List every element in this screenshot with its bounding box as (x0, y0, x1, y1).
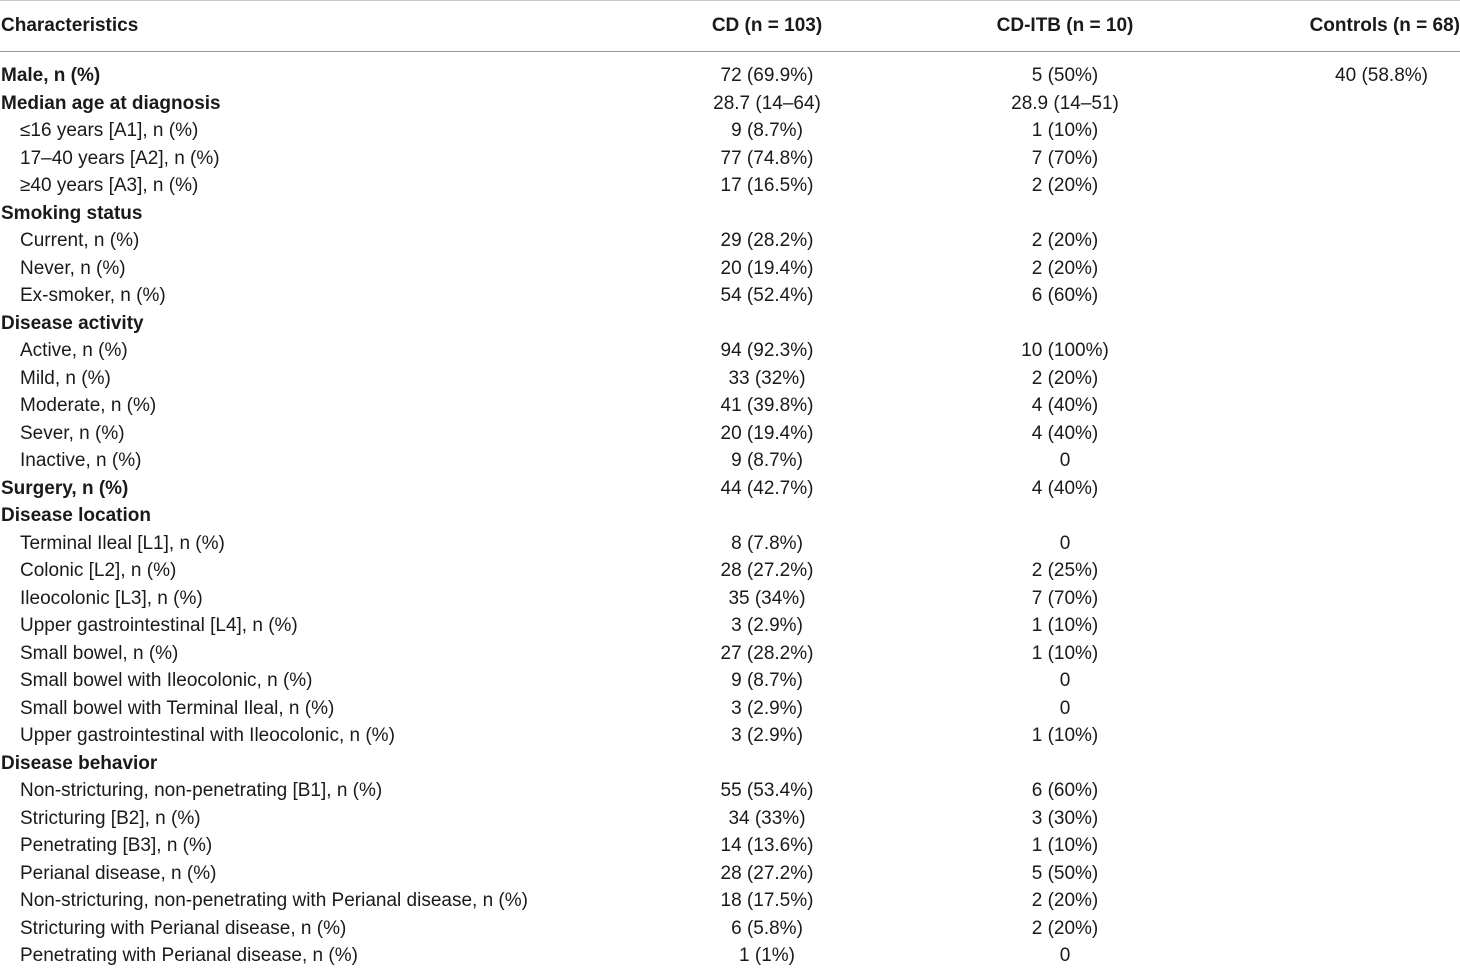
cell-cd: 3 (2.9%) (731, 615, 803, 637)
cell-controls (1210, 557, 1460, 585)
row-label: Colonic [L2], n (%) (20, 560, 177, 582)
table-row (0, 915, 1460, 943)
table-row (0, 722, 1460, 750)
cell-cd: 9 (8.7%) (731, 670, 803, 692)
cell-cd: 20 (19.4%) (720, 422, 814, 444)
row-label: Current, n (%) (20, 230, 140, 252)
cell-controls (1210, 805, 1460, 833)
cell-cd: 55 (53.4%) (720, 780, 814, 802)
cell-cd-itb: 2 (20%) (1031, 367, 1099, 389)
cell-cd: 77 (74.8%) (720, 147, 814, 169)
cell-controls (1210, 145, 1460, 173)
cell-cd: 17 (16.5%) (720, 175, 814, 197)
cell-controls (1210, 200, 1460, 228)
table-row (0, 640, 1460, 668)
row-label: Active, n (%) (20, 340, 128, 362)
cell-cd-itb: 2 (20%) (1031, 890, 1099, 912)
row-label: ≤16 years [A1], n (%) (20, 120, 199, 142)
row-label: Smoking status (1, 202, 143, 224)
cell-cd: 3 (2.9%) (731, 725, 803, 747)
table-row (0, 557, 1460, 585)
cell-controls (1210, 420, 1460, 448)
cell-controls (1210, 860, 1460, 888)
table-row (0, 172, 1460, 200)
cell-cd-itb: 5 (50%) (1031, 862, 1099, 884)
table-row (0, 750, 1460, 778)
cell-cd-itb: 2 (20%) (1031, 917, 1099, 939)
row-label: Small bowel with Ileocolonic, n (%) (20, 670, 313, 692)
table-row (0, 420, 1460, 448)
cell-cd: 35 (34%) (728, 587, 806, 609)
table-row (0, 117, 1460, 145)
cell-cd-itb: 2 (25%) (1031, 560, 1099, 582)
cell-cd-itb: 1 (10%) (1031, 615, 1099, 637)
header-cd: CD (n = 103) (711, 15, 823, 36)
table-row (0, 612, 1460, 640)
table-row (0, 282, 1460, 310)
header-spacer (0, 52, 1460, 62)
cell-cd: 29 (28.2%) (720, 230, 814, 252)
table-row (0, 62, 1460, 90)
cell-cd-itb: 1 (10%) (1031, 725, 1099, 747)
header-controls: Controls (n = 68) (1309, 15, 1460, 36)
cell-cd: 44 (42.7%) (720, 477, 814, 499)
cell-cd: 3 (2.9%) (731, 697, 803, 719)
cell-cd: 8 (7.8%) (731, 532, 803, 554)
cell-cd-itb: 1 (10%) (1031, 120, 1099, 142)
table-row (0, 695, 1460, 723)
cell-cd-itb (920, 310, 1210, 338)
row-label: Sever, n (%) (20, 422, 125, 444)
cell-cd-itb: 1 (10%) (1031, 642, 1099, 664)
cell-cd: 1 (1%) (739, 945, 795, 967)
cell-controls (1210, 255, 1460, 283)
row-label: Mild, n (%) (20, 367, 111, 389)
cell-cd-itb: 7 (70%) (1031, 587, 1099, 609)
row-label: Disease activity (1, 312, 144, 334)
cell-cd (614, 502, 920, 530)
cell-cd: 28.7 (14–64) (713, 92, 821, 114)
cell-cd-itb: 4 (40%) (1031, 422, 1099, 444)
row-label: Small bowel, n (%) (20, 642, 179, 664)
cell-controls: 40 (58.8%) (1335, 65, 1428, 87)
cell-cd-itb: 0 (1059, 670, 1071, 692)
cell-cd (614, 200, 920, 228)
header-cd-itb: CD-ITB (n = 10) (996, 15, 1134, 36)
cell-cd (614, 750, 920, 778)
table-row (0, 777, 1460, 805)
table-row (0, 200, 1460, 228)
header-row (0, 0, 1460, 52)
table-row (0, 502, 1460, 530)
table-body (0, 52, 1460, 970)
cell-cd-itb (920, 502, 1210, 530)
cell-cd: 28 (27.2%) (720, 560, 814, 582)
row-label: Terminal Ileal [L1], n (%) (20, 532, 225, 554)
table-row (0, 832, 1460, 860)
cell-cd-itb: 0 (1059, 945, 1071, 967)
header-characteristics: Characteristics (1, 15, 139, 36)
table-row (0, 392, 1460, 420)
cell-cd: 54 (52.4%) (720, 285, 814, 307)
cell-cd: 14 (13.6%) (720, 835, 814, 857)
row-label: Disease behavior (1, 752, 158, 774)
cell-controls (1210, 282, 1460, 310)
table-row (0, 255, 1460, 283)
table-row (0, 145, 1460, 173)
cell-cd: 41 (39.8%) (720, 395, 814, 417)
cell-cd-itb (920, 200, 1210, 228)
cell-cd: 28 (27.2%) (720, 862, 814, 884)
cell-controls (1210, 722, 1460, 750)
cell-controls (1210, 777, 1460, 805)
table-row (0, 447, 1460, 475)
cell-controls (1210, 915, 1460, 943)
cell-cd-itb: 4 (40%) (1031, 477, 1099, 499)
row-label: Penetrating [B3], n (%) (20, 835, 213, 857)
row-label: Small bowel with Terminal Ileal, n (%) (20, 697, 335, 719)
cell-controls (1210, 640, 1460, 668)
cell-cd: 33 (32%) (728, 367, 806, 389)
row-label: Ileocolonic [L3], n (%) (20, 587, 203, 609)
row-label: Inactive, n (%) (20, 450, 142, 472)
cell-controls (1210, 310, 1460, 338)
cell-cd: 94 (92.3%) (720, 340, 814, 362)
cell-cd-itb (920, 750, 1210, 778)
table-row (0, 942, 1460, 970)
cell-cd (614, 310, 920, 338)
table-row (0, 90, 1460, 118)
row-label: Median age at diagnosis (1, 92, 221, 114)
row-label: Male, n (%) (1, 65, 101, 87)
cell-cd-itb: 2 (20%) (1031, 230, 1099, 252)
cell-cd-itb: 28.9 (14–51) (1011, 92, 1119, 114)
cell-cd-itb: 10 (100%) (1021, 340, 1109, 362)
table-row (0, 585, 1460, 613)
cell-controls (1210, 117, 1460, 145)
cell-cd: 34 (33%) (728, 807, 806, 829)
cell-controls (1210, 337, 1460, 365)
row-label: 17–40 years [A2], n (%) (20, 147, 220, 169)
cell-controls (1210, 447, 1460, 475)
cell-cd-itb: 3 (30%) (1031, 807, 1099, 829)
cell-controls (1210, 530, 1460, 558)
cell-cd: 20 (19.4%) (720, 257, 814, 279)
cell-controls (1210, 832, 1460, 860)
cell-controls (1210, 392, 1460, 420)
row-label: Non-stricturing, non-penetrating with Perianal disease, n (%) (20, 890, 528, 912)
cell-controls (1210, 695, 1460, 723)
row-label: Stricturing [B2], n (%) (20, 807, 201, 829)
table-row (0, 475, 1460, 503)
cell-cd-itb: 0 (1059, 450, 1071, 472)
table-row (0, 860, 1460, 888)
cell-controls (1210, 750, 1460, 778)
cell-controls (1210, 227, 1460, 255)
table-row (0, 887, 1460, 915)
row-label: Stricturing with Perianal disease, n (%) (20, 917, 347, 939)
row-label: Upper gastrointestinal [L4], n (%) (20, 615, 298, 637)
table-row (0, 227, 1460, 255)
cell-cd: 9 (8.7%) (731, 450, 803, 472)
cell-controls (1210, 172, 1460, 200)
cell-cd-itb: 2 (20%) (1031, 175, 1099, 197)
cell-controls (1210, 887, 1460, 915)
cell-controls (1210, 667, 1460, 695)
cell-cd: 27 (28.2%) (720, 642, 814, 664)
cell-cd: 72 (69.9%) (720, 65, 814, 87)
row-label: Surgery, n (%) (1, 477, 129, 499)
table-row (0, 667, 1460, 695)
table-row (0, 337, 1460, 365)
row-label: Moderate, n (%) (20, 395, 157, 417)
row-label: ≥40 years [A3], n (%) (20, 175, 199, 197)
row-label: Penetrating with Perianal disease, n (%) (20, 945, 358, 967)
cell-cd-itb: 6 (60%) (1031, 780, 1099, 802)
cell-cd: 9 (8.7%) (731, 120, 803, 142)
table-row (0, 365, 1460, 393)
table-row (0, 530, 1460, 558)
cell-cd: 18 (17.5%) (720, 890, 814, 912)
row-label: Disease location (1, 505, 151, 527)
cell-cd-itb: 5 (50%) (1031, 65, 1099, 87)
table-header (0, 0, 1460, 52)
row-label: Never, n (%) (20, 257, 126, 279)
cell-cd-itb: 7 (70%) (1031, 147, 1099, 169)
row-label: Perianal disease, n (%) (20, 862, 217, 884)
cell-cd-itb: 0 (1059, 697, 1071, 719)
cell-cd: 6 (5.8%) (731, 917, 803, 939)
table-row (0, 310, 1460, 338)
cell-cd-itb: 1 (10%) (1031, 835, 1099, 857)
cell-controls (1210, 585, 1460, 613)
row-label: Upper gastrointestinal with Ileocolonic, n (%) (20, 725, 395, 747)
row-label: Non-stricturing, non-penetrating [B1], n (%) (20, 780, 383, 802)
row-label: Ex-smoker, n (%) (20, 285, 166, 307)
cell-cd-itb: 4 (40%) (1031, 395, 1099, 417)
cell-cd-itb: 2 (20%) (1031, 257, 1099, 279)
cell-controls (1210, 942, 1460, 970)
cell-cd-itb: 0 (1059, 532, 1071, 554)
table-row (0, 805, 1460, 833)
cell-controls (1210, 502, 1460, 530)
cell-cd-itb: 6 (60%) (1031, 285, 1099, 307)
cell-controls (1210, 90, 1460, 118)
cell-controls (1210, 365, 1460, 393)
cell-controls (1210, 612, 1460, 640)
cell-controls (1210, 475, 1460, 503)
